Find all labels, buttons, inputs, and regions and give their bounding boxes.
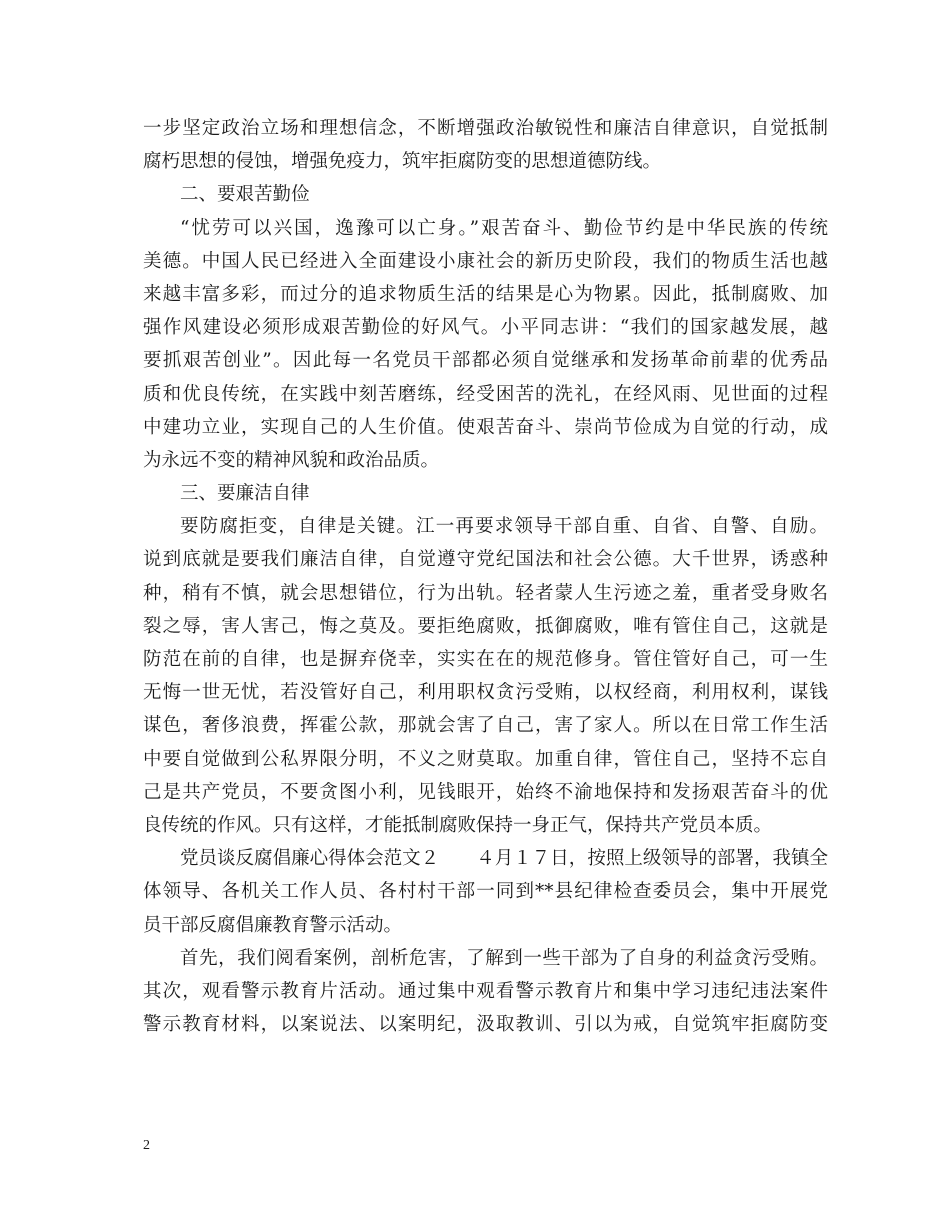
paragraph-line: 警示教育材料，以案说法、以案明纪，汲取教训、引以为戒，自觉筑牢拒腐防变 xyxy=(143,1014,828,1036)
paragraph-line: 为永远不变的精神风貌和政治品质。 xyxy=(143,449,440,471)
paragraph-line: 裂之辱，害人害己，悔之莫及。要拒绝腐败，抵御腐败，唯有管住自己，这就是 xyxy=(143,615,828,637)
paragraph-first-line: 党员谈反腐倡廉心得体会范文２ ４月１７日，按照上级领导的部署，我镇全 xyxy=(180,848,828,870)
page-number: 2 xyxy=(143,1138,150,1153)
paragraph-line: 己是共产党员，不要贪图小利，见钱眼开，始终不渝地保持和发扬艰苦奋斗的优 xyxy=(143,781,828,803)
section-heading: 三、要廉洁自律 xyxy=(180,483,310,505)
paragraph-line: 要抓艰苦创业”。因此每一名党员干部都必须自觉继承和发扬革命前辈的优秀品 xyxy=(143,350,828,372)
document-body xyxy=(143,112,828,1041)
paragraph-first-line: “忧劳可以兴国，逸豫可以亡身。”艰苦奋斗、勤俭节约是中华民族的传统 xyxy=(180,217,828,239)
paragraph-line: 无悔一世无忧，若没管好自己，利用职权贪污受贿，以权经商，利用权利，谋钱 xyxy=(143,682,828,704)
paragraph-line: 中建功立业，实现自己的人生价值。使艰苦奋斗、崇尚节俭成为自觉的行动，成 xyxy=(143,416,828,438)
paragraph-line: 说到底就是要我们廉洁自律，自觉遵守党纪国法和社会公德。大千世界，诱惑种 xyxy=(143,549,828,571)
paragraph-line: 防范在前的自律，也是摒弃侥幸，实实在在的规范修身。管住管好自己，可一生 xyxy=(143,649,828,670)
paragraph-line: 来越丰富多彩，而过分的追求物质生活的结果是心为物累。因此，抵制腐败、加 xyxy=(143,283,828,305)
paragraph-line: 良传统的作风。只有这样，才能抵制腐败保持一身正气，保持共产党员本质。 xyxy=(143,814,773,836)
paragraph-first-line: 首先，我们阅看案例，剖析危害，了解到一些干部为了自身的利益贪污受贿。 xyxy=(180,947,828,969)
paragraph-line: 一步坚定政治立场和理想信念，不断增强政治敏锐性和廉洁自律意识，自觉抵制 xyxy=(143,118,828,139)
paragraph-line: 强作风建设必须形成艰苦勤俭的好风气。小平同志讲：“我们的国家越发展，越 xyxy=(143,317,828,339)
paragraph-line: 体领导、各机关工作人员、各村村干部一同到**县纪律检查委员会，集中开展党 xyxy=(143,881,828,903)
paragraph-line: 种，稍有不慎，就会思想错位，行为出轨。轻者蒙人生污迹之羞，重者受身败名 xyxy=(143,582,828,604)
paragraph-line: 员干部反腐倡廉教育警示活动。 xyxy=(143,914,403,936)
paragraph-line: 其次，观看警示教育片活动。通过集中观看警示教育片和集中学习违纪违法案件 xyxy=(143,980,828,1002)
paragraph-line: 腐朽思想的侵蚀，增强免疫力，筑牢拒腐防变的思想道德防线。 xyxy=(143,151,662,173)
paragraph-line: 谋色，奢侈浪费，挥霍公款，那就会害了自己，害了家人。所以在日常工作生活 xyxy=(143,715,828,737)
paragraph-line: 质和优良传统，在实践中刻苦磨练，经受困苦的洗礼，在经风雨、见世面的过程 xyxy=(143,383,828,405)
paragraph-first-line: 要防腐拒变，自律是关键。江一再要求领导干部自重、自省、自警、自励。 xyxy=(180,516,828,538)
paragraph-line: 中要自觉做到公私界限分明，不义之财莫取。加重自律，管住自己，坚持不忘自 xyxy=(143,748,828,770)
section-heading: 二、要艰苦勤俭 xyxy=(180,184,310,206)
paragraph-line: 美德。中国人民已经进入全面建设小康社会的新历史阶段，我们的物质生活也越 xyxy=(143,250,828,272)
